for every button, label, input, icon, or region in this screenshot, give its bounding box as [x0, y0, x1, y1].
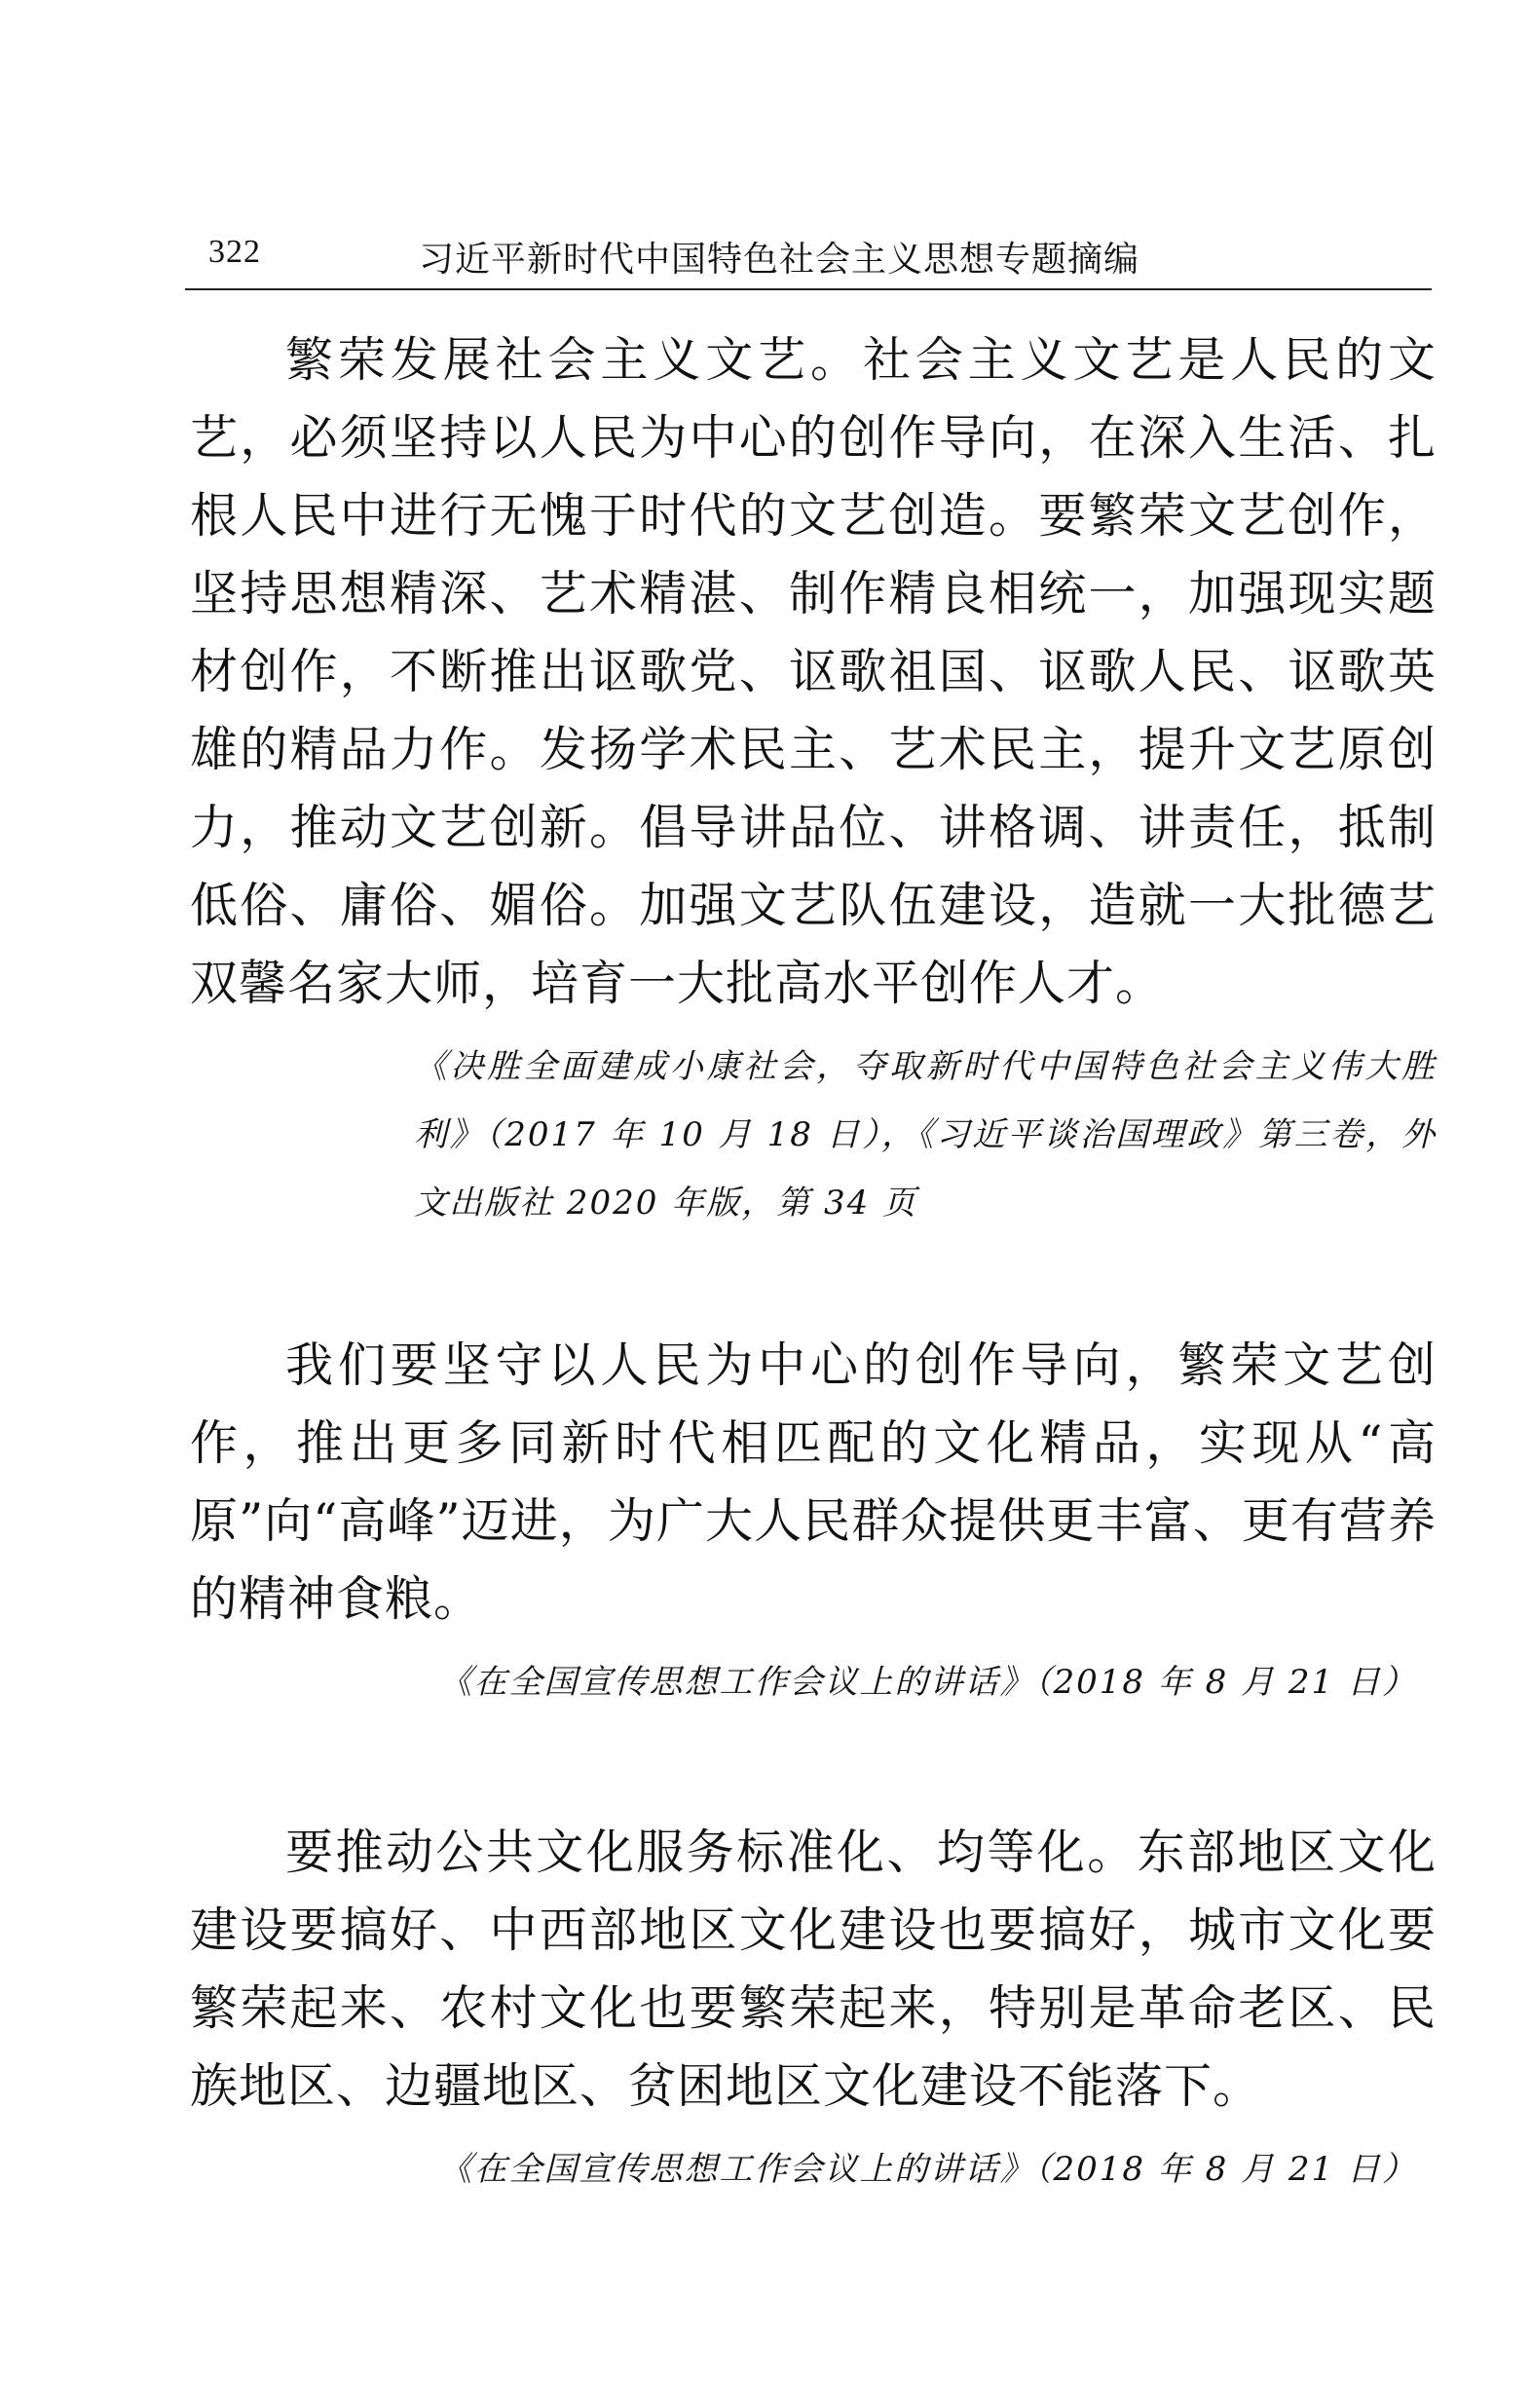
excerpt-paragraph: 我们要坚守以人民为中心的创作导向，繁荣文艺创作，推出更多同新时代相匹配的文化精品，实现从“高原”向“高峰”迈进，为广大人民群众提供更丰富、更有营养的精神食粮。: [190, 1337, 1437, 1627]
page-number: 322: [208, 234, 261, 270]
excerpt-source: 《在全国宣传思想工作会议上的讲话》（2018 年 8 月 21 日）: [438, 2150, 1417, 2189]
excerpt-paragraph: 要推动公共文化服务标准化、均等化。东部地区文化建设要搞好、中西部地区文化建设也要搞好，城市文化要繁荣起来、农村文化也要繁荣起来，特别是革命老区、民族地区、边疆地区、贫困地区文化建设不能落下。: [190, 1825, 1437, 2114]
excerpt-paragraph: 繁荣发展社会主义文艺。社会主义文艺是人民的文艺，必须坚持以人民为中心的创作导向，在深入生活、扎根人民中进行无愧于时代的文艺创造。要繁荣文艺创作，坚持思想精深、艺术精湛、制作精良相统一，加强现实题材创作，不断推出讴歌党、讴歌祖国、讴歌人民、讴歌英雄的精品力作。发扬学术民主、艺术民主，提升文艺原创力，推动文艺创新。倡导讲品位、讲格调、讲责任，抵制低俗、庸俗、媚俗。加强文艺队伍建设，造就一大批德艺双馨名家大师，培育一大批高水平创作人才。: [190, 332, 1437, 1011]
excerpt-source: 《决胜全面建成小康社会，夺取新时代中国特色社会主义伟大胜利》（2017 年 10 月 18 日），《习近平谈治国理政》第三卷，外文出版社 2020 年版，第 34 页: [414, 1047, 1437, 1223]
running-title: 习近平新时代中国特色社会主义思想专题摘编: [419, 240, 1140, 280]
excerpt-source: 《在全国宣传思想工作会议上的讲话》（2018 年 8 月 21 日）: [438, 1663, 1417, 1702]
section-spacer: [190, 1237, 1437, 1327]
excerpt-1: [190, 321, 1437, 1237]
excerpt-2: [190, 1327, 1437, 1716]
header-rule: [185, 288, 1432, 290]
excerpt-3: [190, 1814, 1437, 2203]
section-spacer: [190, 1716, 1437, 1814]
page-header: [185, 222, 1432, 290]
page-body: [190, 321, 1437, 2203]
